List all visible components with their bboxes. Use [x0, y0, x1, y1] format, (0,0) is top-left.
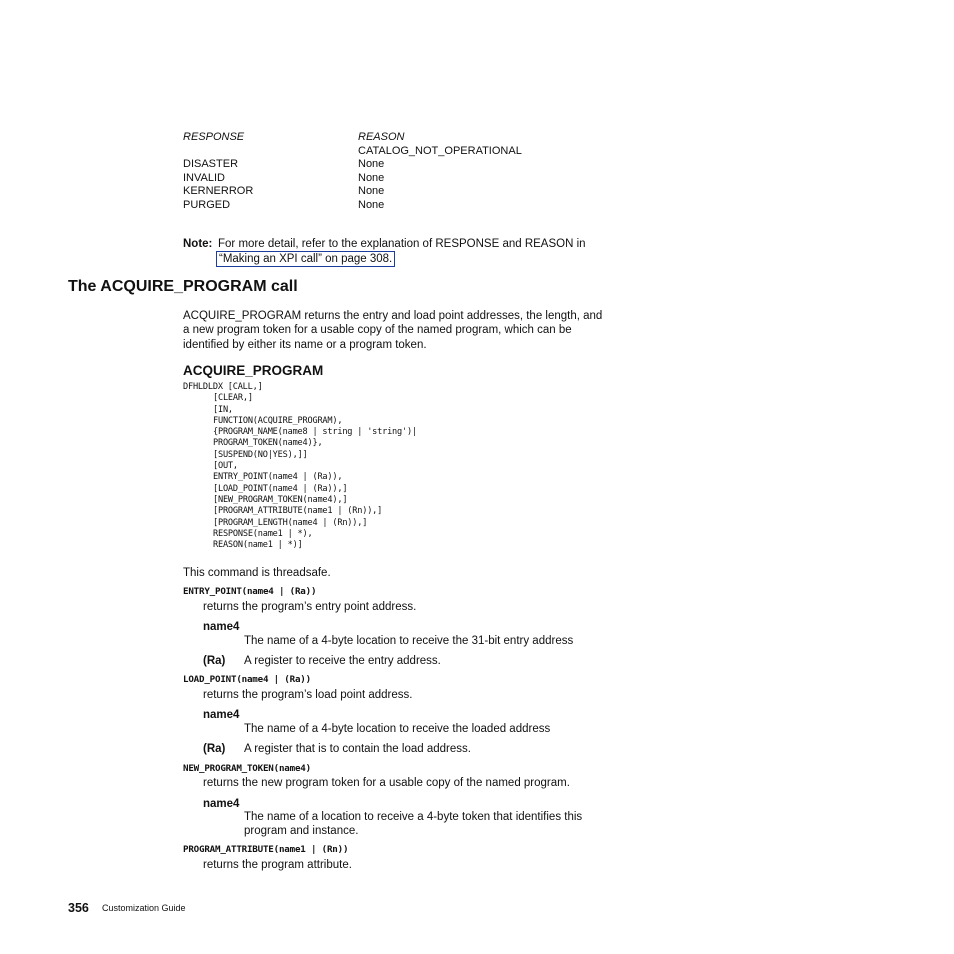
option-description: A register that is to contain the load address. [244, 743, 471, 755]
table-header-reason: REASON [358, 131, 405, 143]
syntax-block [183, 382, 417, 551]
intro-line: a new program token for a usable copy of the named program, which can be [183, 324, 572, 336]
param-signature: ENTRY_POINT(name4 | (Ra)) [183, 586, 317, 597]
syntax-line: FUNCTION(ACQUIRE_PROGRAM), [213, 415, 343, 426]
table-header-response: RESPONSE [183, 131, 245, 143]
option-description: program and instance. [244, 825, 359, 837]
table-cell-response: INVALID [183, 172, 225, 184]
table-cell-response: DISASTER [183, 158, 239, 170]
param-description: returns the program attribute. [203, 859, 352, 871]
syntax-line: [OUT, [213, 461, 238, 472]
page-number: 356 [68, 901, 89, 915]
option-description: A register to receive the entry address. [244, 655, 441, 667]
option-label: name4 [203, 798, 240, 810]
param-description: returns the new program token for a usable copy of the named program. [203, 777, 570, 789]
table-cell-reason: None [358, 185, 385, 197]
option-label: (Ra) [203, 743, 226, 755]
xpi-call-link[interactable]: “Making an XPI call” on page 308. [216, 251, 395, 267]
syntax-line: {PROGRAM_NAME(name8 | string | 'string')| [213, 427, 417, 438]
syntax-line: [CLEAR,] [213, 393, 253, 404]
threadsafe-note: This command is threadsafe. [183, 567, 331, 579]
intro-line: ACQUIRE_PROGRAM returns the entry and load point addresses, the length, and [183, 310, 603, 322]
option-description: The name of a 4-byte location to receive the 31-bit entry address [244, 635, 574, 647]
section-title: The ACQUIRE_PROGRAM call [68, 278, 298, 295]
table-cell-reason: CATALOG_NOT_OPERATIONAL [358, 145, 522, 157]
note-text: For more detail, refer to the explanation of RESPONSE and REASON in [218, 238, 586, 250]
syntax-line: [NEW_PROGRAM_TOKEN(name4),] [213, 494, 348, 505]
table-cell-reason: None [358, 172, 385, 184]
param-signature: PROGRAM_ATTRIBUTE(name1 | (Rn)) [183, 844, 349, 855]
syntax-line: [PROGRAM_LENGTH(name4 | (Rn)),] [213, 517, 368, 528]
param-signature: NEW_PROGRAM_TOKEN(name4) [183, 763, 311, 774]
param-description: returns the program’s entry point address. [203, 601, 417, 613]
syntax-line: RESPONSE(name1 | *), [213, 528, 313, 539]
syntax-line: REASON(name1 | *)] [213, 540, 303, 551]
book-title: Customization Guide [102, 903, 186, 913]
syntax-line: [LOAD_POINT(name4 | (Ra)),] [213, 483, 348, 494]
option-description: The name of a location to receive a 4-byte token that identifies this [244, 811, 583, 823]
table-cell-response: KERNERROR [183, 185, 254, 197]
syntax-line: PROGRAM_TOKEN(name4)}, [213, 438, 323, 449]
option-label: name4 [203, 709, 240, 721]
note-label: Note: [183, 238, 213, 250]
table-cell-reason: None [358, 199, 385, 211]
syntax-line: ENTRY_POINT(name4 | (Ra)), [213, 472, 343, 483]
option-description: The name of a 4-byte location to receive the loaded address [244, 723, 551, 735]
table-cell-reason: None [358, 158, 385, 170]
param-signature: LOAD_POINT(name4 | (Ra)) [183, 674, 311, 685]
option-label: (Ra) [203, 655, 226, 667]
syntax-line: [SUSPEND(NO|YES),]] [213, 449, 308, 460]
table-cell-response: PURGED [183, 199, 231, 211]
param-description: returns the program’s load point address. [203, 689, 413, 701]
syntax-line: [IN, [213, 404, 233, 415]
syntax-line: DFHLDLDX [CALL,] [183, 382, 263, 392]
intro-line: identified by either its name or a program token. [183, 339, 427, 351]
subsection-title: ACQUIRE_PROGRAM [183, 363, 324, 378]
syntax-line: [PROGRAM_ATTRIBUTE(name1 | (Rn)),] [213, 506, 383, 517]
option-label: name4 [203, 621, 240, 633]
